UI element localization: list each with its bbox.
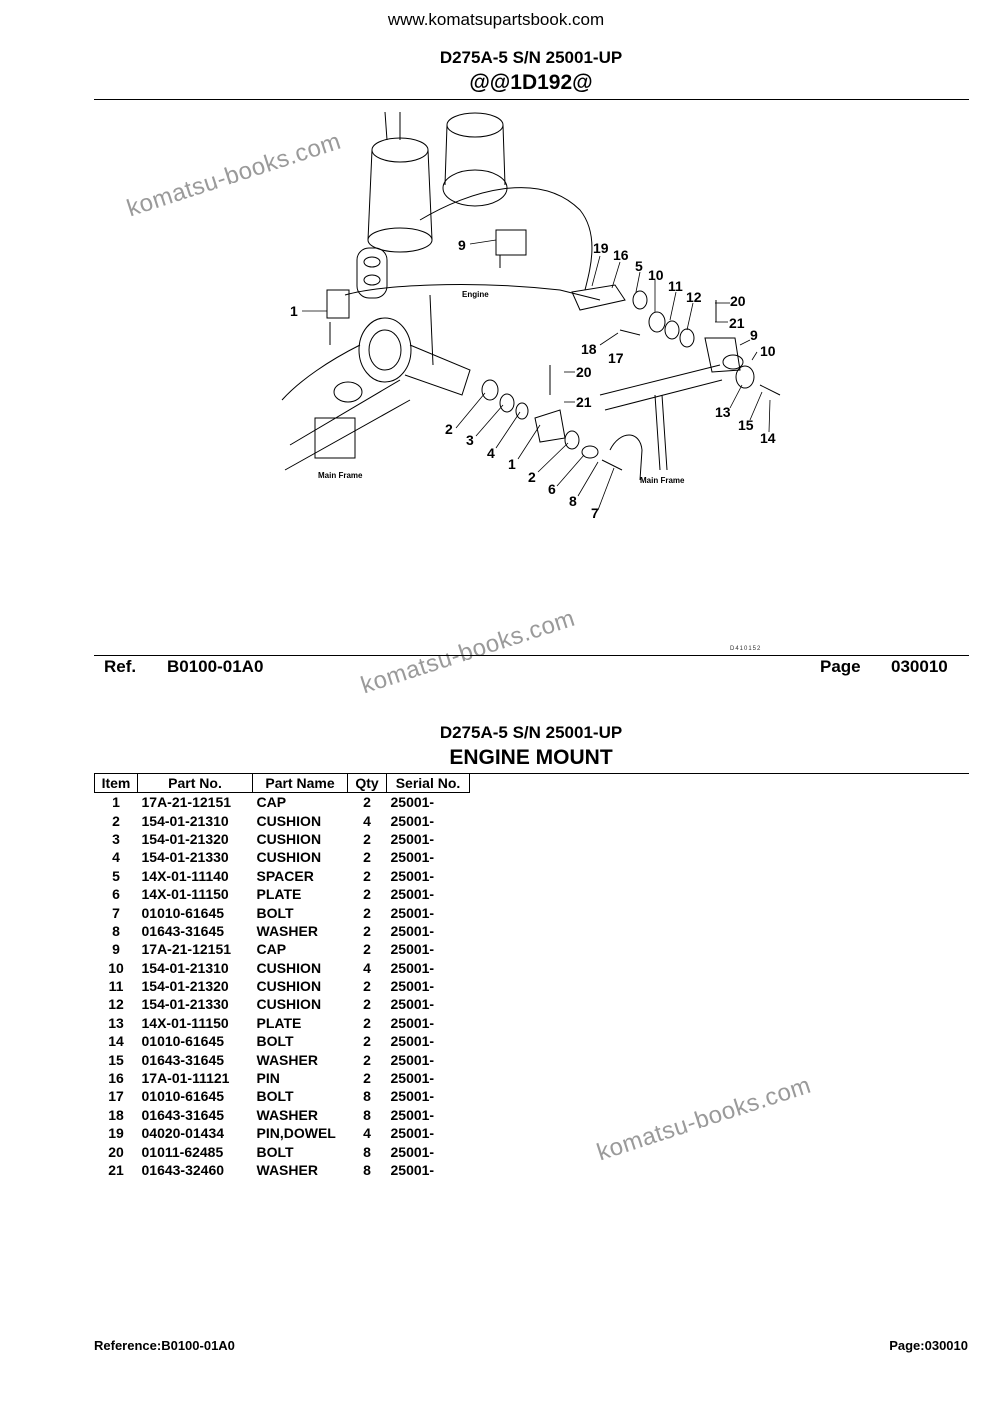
qty-cell: 2 [363,1014,371,1031]
col-header-part-name: Part Name [253,774,348,793]
item-cell: 8 [112,922,120,939]
callout: 1 [508,456,516,472]
callout: 10 [760,343,776,359]
serial-cell: 25001- [390,886,435,903]
serial-cell: 25001- [390,959,435,976]
qty-cell: 8 [363,1106,371,1123]
header-rule [94,99,969,100]
qty-cell: 2 [363,996,371,1013]
callout: 13 [715,404,731,420]
item-cell: 12 [108,996,124,1013]
part-name-cell: CAP [256,794,287,811]
serial-cell: 25001- [390,1088,435,1105]
col-header-item: Item [95,774,138,793]
parts-model-heading: D275A-5 S/N 25001-UP [439,723,623,742]
table-row [95,1069,470,1087]
page-label: Page [820,657,861,676]
col-header-qty: Qty [348,774,387,793]
part-no-cell: 154-01-21330 [141,996,229,1013]
table-row [95,1087,470,1105]
part-no-cell: 01010-61645 [141,904,225,921]
part-name-cell: CUSHION [256,959,322,976]
part-no-cell: 01643-31645 [141,1051,225,1068]
qty-cell: 4 [363,1125,371,1142]
part-name-cell: CUSHION [256,812,322,829]
qty-cell: 4 [363,959,371,976]
diagram-code: @@1D192@ [469,71,593,94]
part-no-cell: 154-01-21320 [141,830,229,847]
table-row [95,959,470,977]
callout: 4 [487,445,495,461]
item-cell: 20 [108,1143,124,1160]
watermark: komatsu-books.com [123,127,345,223]
part-no-cell: 17A-01-11121 [141,1070,230,1087]
part-no-cell: 01011-62485 [141,1143,224,1160]
callout: 18 [581,341,597,357]
part-name-cell: WASHER [256,1051,318,1068]
serial-cell: 25001- [390,794,435,811]
item-cell: 3 [112,830,120,847]
table-row [95,1124,470,1142]
item-cell: 15 [108,1051,124,1068]
serial-cell: 25001- [390,1106,435,1123]
item-cell: 11 [108,978,124,995]
table-row [95,903,470,921]
callout: 9 [458,237,466,253]
qty-cell: 2 [363,904,371,921]
air-cleaner-left-icon [357,112,432,298]
serial-cell: 25001- [390,922,435,939]
callout: 17 [608,350,624,366]
callout: 12 [686,289,702,305]
part-name-cell: BOLT [256,904,294,921]
qty-cell: 2 [363,941,371,958]
qty-cell: 2 [363,830,371,847]
qty-cell: 8 [363,1143,371,1160]
callout: 20 [730,293,746,309]
table-row [95,1161,470,1179]
callout: 14 [760,430,776,446]
item-cell: 7 [112,904,120,921]
serial-cell: 25001- [390,812,435,829]
serial-cell: 25001- [390,867,435,884]
serial-cell: 25001- [390,1070,435,1087]
watermark: komatsu-books.com [357,604,579,700]
qty-cell: 2 [363,849,371,866]
table-header-row [95,774,470,793]
callout: 9 [750,327,758,343]
callout: 19 [593,240,609,256]
callout: 21 [576,394,592,410]
main-frame-left-icon [282,345,410,470]
table-row [95,830,470,848]
part-no-cell: 01010-61645 [141,1088,225,1105]
main-frame-right-icon [600,365,722,480]
item-cell: 9 [112,941,120,958]
item-cell: 5 [112,867,120,884]
ref-rule [94,655,969,656]
part-no-cell: 01643-32460 [141,1162,225,1178]
part-name-cell: SPACER [256,867,314,884]
part-no-cell: 01643-31645 [141,1106,225,1123]
engine-outline-icon [345,285,600,395]
serial-cell: 25001- [390,849,435,866]
parts-title: ENGINE MOUNT [449,746,613,769]
part-name-cell: PIN,DOWEL [256,1125,336,1142]
item-cell: 2 [112,812,120,829]
callout: 20 [576,364,592,380]
parts-table-body [95,793,470,1180]
part-no-cell: 04020-01434 [141,1125,225,1142]
col-header-part-no: Part No. [138,774,253,793]
part-name-cell: PLATE [256,886,302,903]
callout: 7 [591,505,599,521]
part-no-cell: 154-01-21320 [141,978,229,995]
item-cell: 13 [108,1014,124,1031]
footer-reference: Reference:B0100-01A0 [94,1338,235,1353]
item-cell: 10 [108,959,124,976]
part-name-cell: PIN [256,1070,280,1087]
callout: 16 [613,247,629,263]
frame-label-right: Main Frame [640,476,685,485]
serial-cell: 25001- [390,1014,435,1031]
part-no-cell: 01010-61645 [141,1033,225,1050]
serial-cell: 25001- [390,1051,435,1068]
table-row [95,848,470,866]
table-row [95,940,470,958]
callout: 21 [729,315,745,331]
part-name-cell: BOLT [256,1143,294,1160]
qty-cell: 2 [363,1033,371,1050]
part-name-cell: CUSHION [256,849,322,866]
item-cell: 6 [112,886,120,903]
serial-cell: 25001- [390,904,435,921]
part-name-cell: CAP [256,941,287,958]
qty-cell: 8 [363,1162,371,1178]
part-name-cell: WASHER [256,922,318,939]
table-row [95,811,470,829]
item-cell: 18 [108,1106,124,1123]
callout: 3 [466,432,474,448]
part-no-cell: 14X-01-11150 [141,886,229,903]
site-url: www.komatsupartsbook.com [387,10,605,29]
part-name-cell: CUSHION [256,996,322,1013]
table-row [95,995,470,1013]
serial-cell: 25001- [390,1162,435,1178]
qty-cell: 2 [363,1051,371,1068]
serial-cell: 25001- [390,1143,435,1160]
table-row [95,885,470,903]
part-name-cell: PLATE [256,1014,302,1031]
qty-cell: 2 [363,978,371,995]
table-row [95,1032,470,1050]
table-row [95,1106,470,1124]
callout: 5 [635,258,643,274]
item-cell: 16 [108,1070,124,1087]
qty-cell: 4 [363,812,371,829]
qty-cell: 2 [363,794,371,811]
exploded-parts-diagram [270,105,800,545]
col-header-serial: Serial No. [387,774,470,793]
callout: 2 [445,421,453,437]
item-cell: 1 [112,794,120,811]
callout: 2 [528,469,536,485]
part-no-cell: 01643-31645 [141,922,225,939]
table-row [95,922,470,940]
callout: 15 [738,417,754,433]
part-name-cell: WASHER [256,1162,318,1178]
table-row [95,793,470,812]
qty-cell: 8 [363,1088,371,1105]
drawing-code: D410152 [730,646,762,652]
serial-cell: 25001- [390,978,435,995]
table-row [95,1142,470,1160]
part-name-cell: BOLT [256,1088,294,1105]
part-no-cell: 14X-01-11150 [141,1014,229,1031]
part-name-cell: WASHER [256,1106,318,1123]
parts-table [94,774,470,1179]
item-cell: 19 [108,1125,124,1142]
part-no-cell: 154-01-21310 [141,959,229,976]
part-no-cell: 17A-21-12151 [141,941,232,958]
table-row [95,1014,470,1032]
table-row [95,867,470,885]
serial-cell: 25001- [390,941,435,958]
part-name-cell: CUSHION [256,830,322,847]
part-name-cell: BOLT [256,1033,294,1050]
engine-label: Engine [462,290,489,299]
footer-page: Page:030010 [889,1338,968,1353]
watermark: komatsu-books.com [593,1071,815,1167]
part-no-cell: 14X-01-11140 [141,867,229,884]
item-cell: 14 [108,1033,124,1050]
qty-cell: 2 [363,867,371,884]
page-value: 030010 [891,657,948,676]
leader-lines [302,240,770,510]
serial-cell: 25001- [390,1033,435,1050]
frame-label-left: Main Frame [318,471,363,480]
item-cell: 21 [108,1162,124,1178]
part-name-cell: CUSHION [256,978,322,995]
model-heading: D275A-5 S/N 25001-UP [439,48,623,67]
part-no-cell: 154-01-21310 [141,812,229,829]
mount-components-icon [327,230,780,470]
callout: 8 [569,493,577,509]
serial-cell: 25001- [390,996,435,1013]
qty-cell: 2 [363,886,371,903]
item-cell: 4 [112,849,120,866]
air-cleaner-right-icon [420,113,592,290]
part-no-cell: 17A-21-12151 [141,794,232,811]
item-cell: 17 [108,1088,124,1105]
part-no-cell: 154-01-21330 [141,849,229,866]
qty-cell: 2 [363,1070,371,1087]
serial-cell: 25001- [390,830,435,847]
ref-label: Ref. [104,657,137,676]
callout: 10 [648,267,664,283]
table-row [95,977,470,995]
table-row [95,1050,470,1068]
qty-cell: 2 [363,922,371,939]
serial-cell: 25001- [390,1125,435,1142]
callout: 11 [668,278,683,294]
callout: 1 [290,303,298,319]
ref-value: B0100-01A0 [167,657,264,676]
callout: 6 [548,481,556,497]
